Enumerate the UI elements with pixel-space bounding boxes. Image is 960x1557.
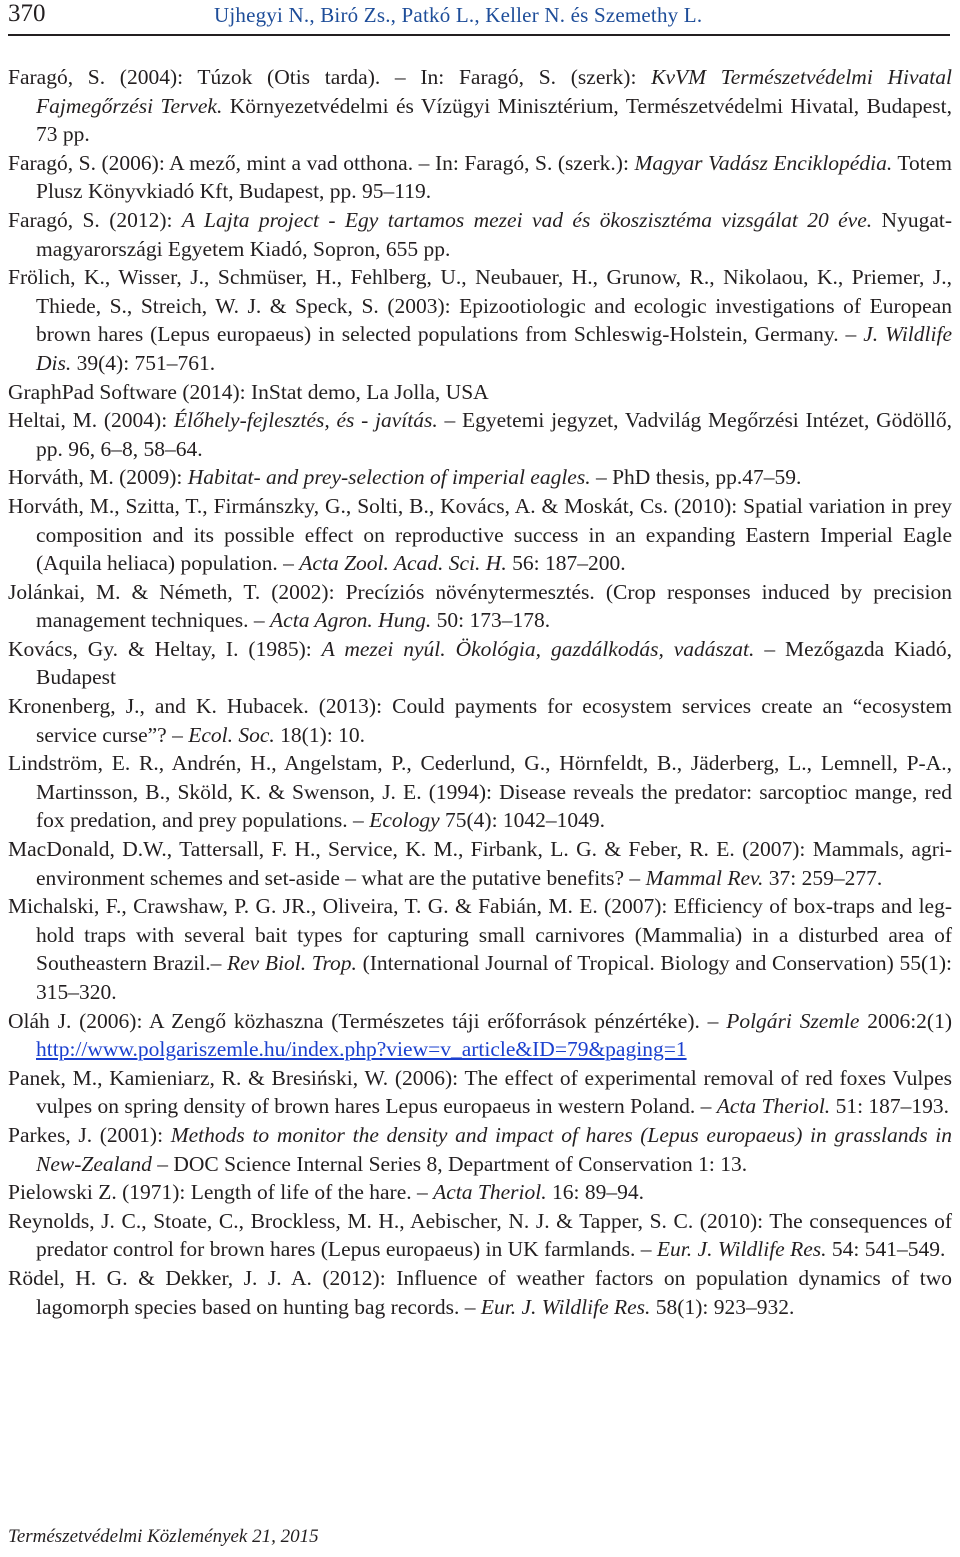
reference-segment: 54: 541–549.: [826, 1237, 946, 1262]
reference-segment: 58(1): 923–932.: [650, 1294, 795, 1319]
reference-list: [8, 63, 952, 1321]
reference-entry: [8, 463, 952, 492]
reference-italic-segment: Ecology: [369, 808, 440, 833]
reference-segment: Kronenberg, J., and K. Hubacek. (2013): Could payments for ecosystem services create an “ecosystem service curse”? –: [8, 694, 952, 747]
reference-italic-segment: Acta Zool. Acad. Sci. H.: [299, 551, 507, 576]
reference-segment: Horváth, M. (2009):: [8, 465, 188, 490]
reference-segment: 50: 173–178.: [431, 608, 551, 633]
reference-italic-segment: A mezei nyúl. Ökológia, gazdálkodás, vadászat.: [321, 636, 755, 661]
reference-segment: – DOC Science Internal Series 8, Department of Conservation 1: 13.: [151, 1151, 748, 1176]
reference-entry: [8, 692, 952, 749]
reference-segment: MacDonald, D.W., Tattersall, F. H., Service, K. M., Firbank, L. G. & Feber, R. E. (2007): Mammals, agri-environment schemes and set-aside – what are the putative benefits? –: [8, 837, 952, 890]
reference-segment: Heltai, M. (2004):: [8, 408, 174, 433]
footer-journal: Természetvédelmi Közlemények 21, 2015: [8, 1526, 319, 1547]
reference-entry: [8, 206, 952, 263]
reference-segment: Faragó, S. (2012):: [8, 207, 182, 232]
reference-entry: [8, 406, 952, 463]
reference-entry: [8, 149, 952, 206]
reference-italic-segment: KvVM Természetvédelmi Hivatal Fajmegőrzési Tervek.: [36, 65, 952, 118]
reference-entry: [8, 578, 952, 635]
header-rule: [8, 34, 950, 36]
reference-segment: Parkes, J. (2001):: [8, 1122, 171, 1147]
reference-italic-segment: Élőhely-fejlesztés, és - javítás.: [173, 408, 438, 433]
reference-entry: [8, 635, 952, 692]
reference-italic-segment: Eur. J. Wildlife Res.: [656, 1237, 827, 1262]
reference-segment: Lindström, E. R., Andrén, H., Angelstam, P., Cederlund, G., Hörnfeldt, B., Jäderberg, L., Lemnell, P-A., Martinsson, B., Sköld, K. & Swenson, J. E. (1994): Disease reveals the predator: sarcoptioc mange, red fox predation, and prey populations. –: [8, 751, 952, 833]
reference-link[interactable]: http://www.polgariszemle.hu/index.php?view=v_article&ID=79&paging=1: [36, 1037, 687, 1062]
reference-entry: [8, 492, 952, 578]
reference-segment: 75(4): 1042–1049.: [439, 808, 606, 833]
reference-italic-segment: Acta Theriol.: [433, 1180, 547, 1205]
reference-italic-segment: Rev Biol. Trop.: [227, 951, 357, 976]
reference-segment: Michalski, F., Crawshaw, P. G. JR., Oliveira, T. G. & Fabián, M. E. (2007): Efficiency of box-traps and leg-hold traps with several bait types for capturing small carnivores (Mammalia) in a disturbed area of Southeastern Brazil.–: [8, 894, 952, 976]
reference-segment: Reynolds, J. C., Stoate, C., Brockless, M. H., Aebischer, N. J. & Tapper, S. C. (2010): The consequences of predator control for brown hares (Lepus europaeus) in UK farmlands. –: [8, 1208, 952, 1262]
reference-italic-segment: Habitat- and prey-selection of imperial eagles.: [187, 465, 591, 490]
page-header: [8, 0, 950, 36]
reference-italic-segment: Polgári Szemle: [726, 1008, 860, 1033]
reference-segment: Kovács, Gy. & Heltay, I. (1985):: [8, 636, 322, 661]
reference-italic-segment: Ecol. Soc.: [188, 722, 275, 747]
reference-italic-segment: Eur. J. Wildlife Res.: [480, 1294, 651, 1319]
reference-segment: Totem Plusz Könyvkiadó Kft, Budapest, pp. 95–119.: [36, 150, 952, 204]
reference-italic-segment: Acta Theriol.: [716, 1094, 831, 1119]
reference-segment: Faragó, S. (2006): A mező, mint a vad otthona. – In: Faragó, S. (szerk.):: [8, 150, 635, 175]
reference-segment: 2006:2(1): [859, 1008, 952, 1033]
reference-segment: – PhD thesis, pp.47–59.: [590, 465, 802, 490]
reference-italic-segment: Methods to monitor the density and impact of hares (Lepus europaeus) in grasslands in New-Zealand: [36, 1122, 952, 1176]
reference-entry: [8, 1264, 952, 1321]
reference-segment: Horváth, M., Szitta, T., Firmánszky, G., Solti, B., Kovács, A. & Moskát, Cs. (2010): Spatial variation in prey composition and its possible effect on reproductive success in an expanding Eastern Imperial Eagle (Aquila heliaca) population. –: [8, 493, 952, 576]
reference-entry: [8, 749, 952, 835]
reference-entry: [8, 1064, 952, 1121]
reference-segment: (International Journal of Tropical. Biology and Conservation) 55(1): 315–320.: [36, 951, 952, 1004]
reference-segment: 18(1): 10.: [274, 722, 365, 747]
reference-segment: 51: 187–193.: [830, 1094, 950, 1119]
reference-entry: [8, 1121, 952, 1178]
reference-segment: Rödel, H. G. & Dekker, J. J. A. (2012): Influence of weather factors on population dynamics of two lagomorph species based on hunting bag records. –: [8, 1265, 952, 1319]
reference-segment: 16: 89–94.: [546, 1180, 644, 1205]
reference-segment: 56: 187–200.: [506, 551, 626, 576]
reference-italic-segment: J. Wildlife Dis.: [36, 322, 952, 375]
page-number: 370: [8, 0, 46, 27]
reference-entry: [8, 835, 952, 892]
reference-segment: Nyugat-magyarországi Egyetem Kiadó, Sopron, 655 pp.: [36, 207, 952, 261]
reference-segment: Faragó, S. (2004): Túzok (Otis tarda). – In: Faragó, S. (szerk):: [8, 65, 652, 89]
reference-italic-segment: Acta Agron. Hung.: [270, 608, 432, 633]
reference-italic-segment: Magyar Vadász Enciklopédia.: [634, 150, 893, 175]
reference-italic-segment: A Lajta project - Egy tartamos mezei vad és ökoszisztéma vizsgálat 20 éve.: [181, 207, 873, 232]
reference-entry: [8, 378, 952, 407]
reference-entry: [8, 1178, 952, 1207]
reference-segment: GraphPad Software (2014): InStat demo, La Jolla, USA: [8, 379, 489, 404]
reference-segment: Oláh J. (2006): A Zengő közhaszna (Természetes táji erőforrások pénzértéke). –: [8, 1008, 727, 1033]
reference-segment: – Egyetemi jegyzet, Vadvilág Megőrzési Intézet, Gödöllő, pp. 96, 6–8, 58–64.: [36, 408, 952, 461]
reference-segment: Pielowski Z. (1971): Length of life of the hare. –: [8, 1180, 434, 1205]
reference-entry: [8, 892, 952, 1006]
reference-entry: [8, 1007, 952, 1064]
reference-segment: Frölich, K., Wisser, J., Schmüser, H., Fehlberg, U., Neubauer, H., Grunow, R., Nikolaou, K., Priemer, J., Thiede, S., Streich, W. J. & Speck, S. (2003): Epizootiologic and ecologic investigations of European brown hares (Lepus europaeus) in selected populations from Schleswig-Holstein, Germany. –: [8, 265, 952, 347]
reference-segment: Környezetvédelmi és Vízügyi Minisztérium, Természetvédelmi Hivatal, Budapest, 73 pp.: [36, 93, 952, 147]
running-head: Ujhegyi N., Biró Zs., Patkó L., Keller N. és Szemethy L.: [214, 3, 703, 27]
reference-segment: Jolánkai, M. & Németh, T. (2002): Precíziós növénytermesztés. (Crop responses induced by precision management techniques. –: [8, 579, 952, 633]
reference-entry: [8, 63, 952, 149]
reference-segment: 39(4): 751–761.: [71, 350, 216, 375]
reference-segment: Panek, M., Kamieniarz, R. & Bresiński, W. (2006): The effect of experimental removal of red foxes Vulpes vulpes on spring density of brown hares Lepus europaeus in western Poland. –: [8, 1065, 952, 1119]
reference-segment: – Mezőgazda Kiadó, Budapest: [36, 636, 952, 690]
reference-italic-segment: Mammal Rev.: [645, 865, 764, 890]
reference-entry: [8, 263, 952, 377]
reference-entry: [8, 1207, 952, 1264]
reference-segment: 37: 259–277.: [763, 865, 883, 890]
